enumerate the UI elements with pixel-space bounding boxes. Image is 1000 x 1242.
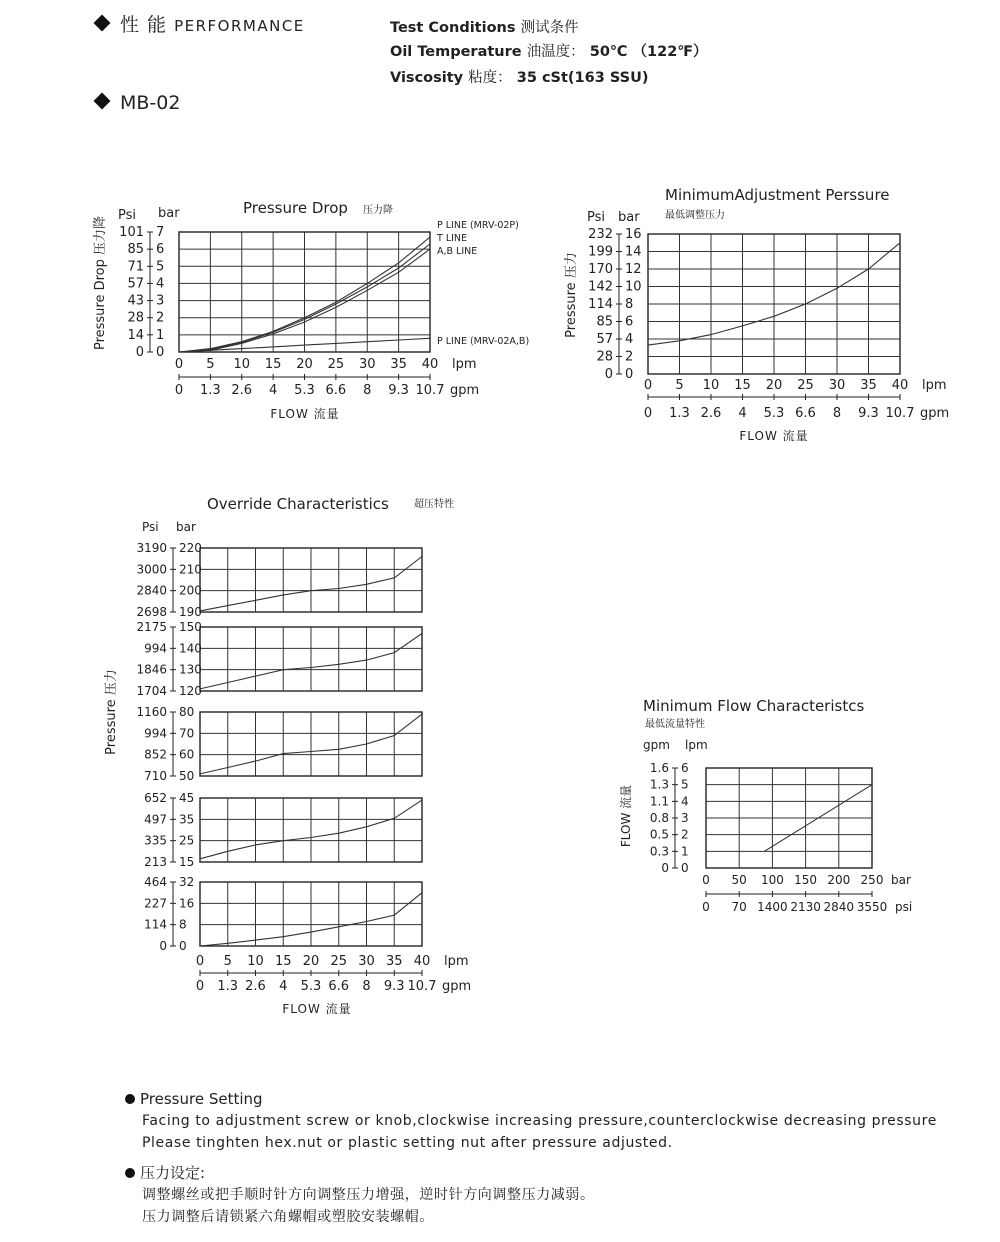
x-tick-label: 15 — [264, 357, 282, 372]
x-tick-label: 40 — [413, 954, 431, 969]
x-tick-label: 25 — [327, 357, 345, 372]
x-axis-label: FLOW 流量 — [270, 407, 340, 421]
x-tick-label: 5 — [675, 378, 684, 393]
y-tick-label-psi: 0 — [135, 345, 144, 360]
y-tick-label-bar: 130 — [179, 662, 202, 677]
y-tick-label-psi: 994 — [144, 641, 167, 656]
chart-title: MinimumAdjustment Perssure — [665, 186, 890, 204]
x-tick-label: 40 — [421, 357, 439, 372]
y-tick-label-psi: 0.5 — [649, 827, 669, 842]
psi-label: Psi — [142, 520, 159, 534]
y-tick-label-psi: 852 — [144, 747, 167, 762]
bullet-icon — [125, 1168, 135, 1178]
y-tick-label-psi: 85 — [127, 242, 144, 258]
y-tick-label-bar: 6 — [625, 314, 634, 330]
x-tick-label: 250 — [860, 873, 884, 887]
x2-tick-label: 5.3 — [294, 383, 315, 398]
x-tick-label: 0 — [702, 873, 710, 887]
y-tick-label-bar: 16 — [179, 896, 195, 911]
y-tick-label-psi: 57 — [596, 332, 613, 347]
x2-tick-label: 1.3 — [669, 406, 690, 421]
y-tick-label-psi: 497 — [144, 812, 167, 827]
x2-tick-label: 6.6 — [325, 383, 347, 398]
x2-tick-label: 4 — [279, 979, 288, 994]
y-tick-label-psi: 71 — [127, 259, 144, 275]
y-tick-label-bar: 32 — [179, 875, 195, 889]
y-tick-label-bar: 0 — [681, 861, 689, 875]
y-tick-label-bar: 120 — [179, 684, 202, 698]
y-tick-label-psi: 2175 — [136, 620, 167, 634]
y-tick-label-psi: 232 — [588, 227, 613, 242]
bar-label: bar — [176, 520, 196, 534]
y-tick-label-bar: 35 — [179, 812, 195, 827]
x2-tick-label: 4 — [738, 406, 747, 421]
series-label: T LINE — [437, 233, 468, 244]
x-tick-label: 25 — [797, 378, 814, 393]
section-title-en: PERFORMANCE — [174, 17, 305, 35]
y-tick-label-bar: 25 — [179, 833, 195, 848]
y-tick-label-bar: 2 — [681, 827, 689, 842]
y-tick-label-bar: 80 — [179, 705, 195, 719]
y-tick-label-psi: 170 — [588, 262, 613, 277]
notes-title-en: Pressure Setting — [140, 1090, 263, 1108]
x-tick-label: 30 — [828, 378, 846, 393]
notes-line: 调整螺丝或把手顺时针方向调整压力增强，逆时针方向调整压力减弱。 — [142, 1187, 595, 1203]
y-tick-label-bar: 1 — [681, 844, 689, 859]
x2-tick-label: 9.3 — [383, 979, 405, 994]
x-tick-label: 40 — [891, 378, 909, 393]
x2-tick-label: 0 — [195, 979, 205, 994]
x-tick-label: 25 — [330, 954, 348, 969]
x-tick-label: 50 — [731, 873, 747, 887]
x2-unit-label: psi — [895, 900, 913, 914]
x2-tick-label: 10.7 — [415, 383, 445, 398]
bar-label: bar — [618, 210, 640, 225]
psi-label: Psi — [587, 210, 605, 225]
y-tick-label-bar: 45 — [179, 791, 195, 805]
x2-tick-label: 1.3 — [200, 383, 221, 398]
x2-tick-label: 9.3 — [388, 383, 409, 398]
psi-label: Psi — [118, 208, 136, 223]
x-axis-label: FLOW 流量 — [739, 429, 809, 443]
x2-tick-label: 2840 — [823, 900, 855, 914]
x2-tick-label: 6.6 — [328, 979, 350, 994]
condition-label-cn: 测试条件 — [520, 20, 579, 36]
y-tick-label-psi: 3190 — [136, 541, 167, 555]
chart-title: Minimum Flow Characteristcs — [643, 697, 865, 715]
x-tick-label: 10 — [702, 378, 720, 393]
y-tick-label-psi: 2698 — [136, 605, 167, 619]
x2-tick-label: 9.3 — [858, 406, 879, 421]
y-tick-label-bar: 6 — [156, 242, 165, 258]
condition-label-cn: 粘度： — [468, 70, 512, 86]
x2-tick-label: 8 — [363, 383, 372, 398]
x2-tick-label: 2.6 — [231, 383, 253, 398]
y-tick-label-bar: 210 — [179, 562, 202, 577]
y-tick-label-bar: 16 — [625, 227, 642, 242]
y-tick-label-bar: 200 — [179, 583, 202, 598]
y-tick-label-bar: 7 — [156, 225, 165, 240]
y-tick-label-psi: 43 — [127, 293, 144, 309]
x-tick-label: 35 — [390, 357, 407, 372]
x-tick-label: 200 — [827, 873, 851, 887]
condition-label-cn: 油温度： — [526, 44, 585, 60]
x2-tick-label: 70 — [731, 900, 747, 914]
y-tick-label-bar: 2 — [625, 349, 634, 365]
y-tick-label-psi: 0.8 — [649, 811, 669, 825]
x2-tick-label: 0 — [174, 383, 184, 398]
x2-tick-label: 5.3 — [763, 406, 785, 421]
chart-title: Pressure Drop — [243, 199, 348, 217]
y-tick-label-psi: 652 — [144, 791, 167, 805]
x2-unit-label: gpm — [450, 383, 480, 398]
y-tick-label-psi: 1.6 — [649, 761, 669, 775]
y-tick-label-psi: 199 — [588, 244, 613, 260]
y-tick-label-psi: 994 — [144, 726, 167, 741]
y-tick-label-bar: 12 — [625, 262, 642, 277]
x-tick-label: 35 — [385, 954, 403, 969]
y-tick-label-psi: 1704 — [136, 684, 167, 698]
y-tick-label-bar: 4 — [681, 794, 689, 809]
chart-title-cn: 最低调整压力 — [665, 210, 725, 221]
x-tick-label: 20 — [765, 378, 783, 393]
y-tick-label-bar: 5 — [681, 777, 689, 792]
chart-title: Override Characteristics — [207, 495, 389, 513]
y-tick-label-bar: 3 — [156, 293, 165, 309]
x-axis-label: FLOW 流量 — [282, 1002, 352, 1016]
override-chart — [103, 495, 471, 1016]
y-tick-label-psi: 0 — [661, 861, 669, 875]
y-tick-label-psi: 335 — [144, 833, 167, 848]
x2-tick-label: 1400 — [757, 900, 788, 914]
lpm-label: lpm — [685, 738, 708, 752]
x-tick-label: 0 — [195, 954, 205, 969]
y-tick-label-bar: 60 — [179, 747, 195, 762]
x2-tick-label: 5.3 — [300, 979, 322, 994]
y-tick-label-bar: 0 — [179, 939, 187, 953]
y-tick-label-psi: 101 — [119, 225, 144, 240]
x2-tick-label: 2.6 — [700, 406, 722, 421]
y-tick-label-psi: 0 — [159, 939, 167, 953]
series-label: P LINE (MRV-02A,B) — [437, 336, 530, 347]
y-tick-label-bar: 3 — [681, 811, 689, 825]
y-tick-label-bar: 0 — [625, 367, 634, 382]
x2-tick-label: 1.3 — [217, 979, 239, 994]
y-tick-label-bar: 15 — [179, 855, 195, 869]
x2-tick-label: 3550 — [856, 900, 888, 914]
y-tick-label-psi: 2840 — [136, 583, 167, 598]
chart-title-cn: 最低流量特性 — [645, 719, 705, 730]
condition-label: Test Conditions — [390, 20, 516, 36]
y-tick-label-psi: 142 — [588, 279, 613, 295]
y-axis-label: Pressure 压力 — [564, 252, 579, 338]
x2-tick-label: 8 — [832, 406, 842, 421]
y-axis-label: FLOW 流量 — [619, 784, 633, 848]
y-tick-label-bar: 6 — [681, 761, 689, 775]
condition-label: Viscosity — [390, 70, 464, 86]
y-tick-label-psi: 710 — [144, 769, 167, 783]
y-tick-label-bar: 1 — [156, 327, 165, 343]
bullet-icon — [125, 1094, 135, 1104]
y-tick-label-psi: 464 — [144, 875, 167, 889]
y-tick-label-psi: 1.3 — [649, 777, 669, 792]
y-tick-label-bar: 70 — [179, 726, 195, 741]
min-flow-chart — [618, 697, 912, 914]
y-tick-label-psi: 3000 — [136, 562, 167, 577]
y-tick-label-psi: 1846 — [136, 662, 167, 677]
condition-label: Oil Temperature — [390, 44, 522, 60]
y-tick-label-bar: 190 — [179, 605, 202, 619]
y-tick-label-bar: 10 — [625, 279, 642, 295]
x2-unit-label: gpm — [920, 406, 950, 421]
x-tick-label: 20 — [302, 954, 320, 969]
pressure-drop-chart — [92, 199, 529, 421]
series-label: A,B LINE — [437, 246, 478, 257]
y-tick-label-psi: 227 — [144, 896, 167, 911]
x2-tick-label: 10.7 — [885, 406, 915, 421]
y-tick-label-bar: 50 — [179, 769, 195, 783]
x-tick-label: 5 — [223, 954, 232, 969]
x2-unit-label: gpm — [442, 979, 472, 994]
y-tick-label-bar: 4 — [625, 332, 634, 347]
y-tick-label-bar: 14 — [625, 244, 642, 260]
x2-tick-label: 0 — [702, 900, 710, 914]
y-tick-label-bar: 140 — [179, 641, 202, 656]
x2-tick-label: 6.6 — [795, 406, 816, 421]
x-tick-label: 0 — [174, 357, 184, 372]
section-title-cn: 性 能 — [120, 14, 168, 36]
y-tick-label-psi: 57 — [127, 276, 144, 292]
chart-title-cn: 超压特性 — [414, 499, 454, 510]
condition-value: 35 cSt(163 SSU) — [516, 70, 649, 86]
y-tick-label-bar: 2 — [156, 310, 165, 326]
x-unit-label: lpm — [452, 357, 477, 372]
notes-line: Facing to adjustment screw or knob,clockwise increasing pressure,counterclockwise decreasing pressure — [142, 1113, 937, 1129]
model-name: MB-02 — [120, 92, 181, 114]
y-tick-label-bar: 4 — [156, 276, 165, 292]
x-tick-label: 5 — [206, 357, 215, 372]
x-tick-label: 0 — [643, 378, 653, 393]
y-tick-label-psi: 0.3 — [649, 844, 669, 859]
x2-tick-label: 8 — [362, 979, 371, 994]
y-tick-label-psi: 114 — [144, 917, 167, 932]
y-tick-label-bar: 150 — [179, 620, 202, 634]
y-tick-label-bar: 0 — [156, 345, 165, 360]
notes-title-cn: 压力设定: — [140, 1164, 206, 1182]
x-tick-label: 30 — [358, 954, 375, 969]
y-tick-label-psi: 1.1 — [649, 794, 669, 809]
gpm-label: gpm — [643, 738, 670, 752]
chart-title-cn: 压力降 — [363, 205, 393, 216]
y-tick-label-psi: 14 — [127, 327, 144, 343]
x-tick-label: 20 — [296, 357, 313, 372]
x-unit-label: lpm — [444, 954, 469, 969]
y-tick-label-psi: 213 — [144, 855, 167, 869]
pressure-setting-notes — [125, 1088, 937, 1228]
x-tick-label: 150 — [794, 873, 818, 887]
y-axis-label: Pressure Drop 压力降 — [93, 215, 108, 351]
y-tick-label-psi: 114 — [588, 297, 613, 312]
x-tick-label: 35 — [860, 378, 877, 393]
x2-tick-label: 0 — [643, 406, 653, 421]
min-adjustment-chart — [563, 186, 949, 443]
bar-label: bar — [158, 206, 180, 221]
x-tick-label: 10 — [233, 357, 251, 372]
y-tick-label-bar: 8 — [179, 917, 187, 932]
x-unit-label: lpm — [922, 378, 947, 393]
x-tick-label: 100 — [760, 873, 784, 887]
notes-line: Please tinghten hex.nut or plastic setting nut after pressure adjusted. — [142, 1135, 673, 1151]
y-axis-label: Pressure 压力 — [104, 669, 119, 755]
y-tick-label-psi: 28 — [127, 310, 144, 326]
y-tick-label-bar: 8 — [625, 297, 634, 312]
y-tick-label-psi: 28 — [596, 349, 613, 365]
x-unit-label: bar — [891, 873, 911, 887]
x-tick-label: 15 — [734, 378, 751, 393]
y-tick-label-psi: 1160 — [136, 705, 167, 719]
y-tick-label-psi: 85 — [596, 314, 613, 330]
y-tick-label-bar: 5 — [156, 259, 165, 275]
x-tick-label: 30 — [358, 357, 376, 372]
y-tick-label-psi: 0 — [604, 367, 613, 382]
x2-tick-label: 2130 — [790, 900, 821, 914]
condition-value: 50℃ （122℉） — [589, 44, 708, 60]
notes-line: 压力调整后请锁紧六角螺帽或塑胶安装螺帽。 — [142, 1209, 434, 1225]
x2-tick-label: 4 — [268, 383, 278, 398]
series-label: P LINE (MRV-02P) — [437, 220, 519, 231]
x2-tick-label: 10.7 — [407, 979, 437, 994]
x2-tick-label: 2.6 — [245, 979, 266, 994]
x-tick-label: 15 — [274, 954, 292, 969]
y-tick-label-bar: 220 — [179, 541, 202, 555]
x-tick-label: 10 — [247, 954, 264, 969]
